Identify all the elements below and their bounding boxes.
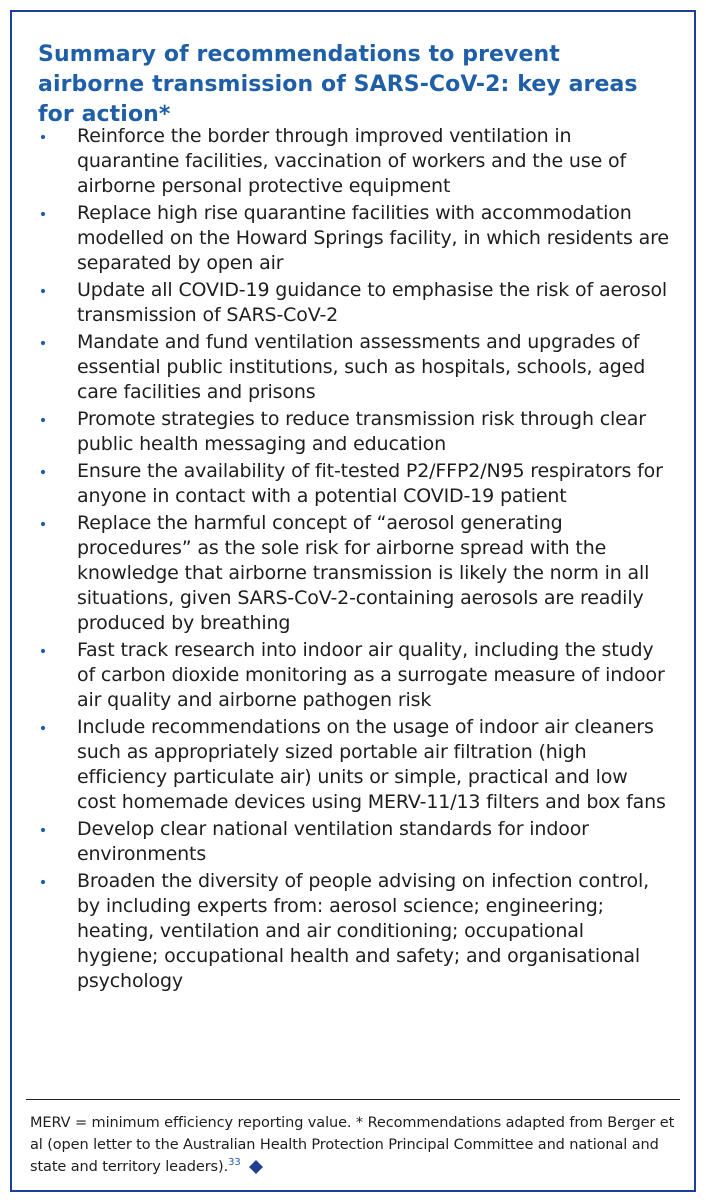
- footnote-divider: [26, 1099, 680, 1100]
- diamond-icon: [249, 1160, 263, 1174]
- bullet-dot-icon: [40, 817, 50, 842]
- recommendation-item: [40, 459, 670, 509]
- bullet-dot-icon: [40, 330, 50, 355]
- bullet-dot-icon: [40, 459, 50, 484]
- recommendation-item: [40, 869, 670, 994]
- bullet-dot-icon: [40, 124, 50, 149]
- bullet-dot-icon: [40, 869, 50, 894]
- recommendation-text: Fast track research into indoor air quality, including the study of carbon dioxide monitoring as a surrogate measure of indoor air quality and airborne pathogen risk: [77, 639, 665, 711]
- recommendations-box-content: [12, 12, 694, 1190]
- footnote-reference: 33: [228, 1157, 241, 1169]
- footnote: [30, 1112, 680, 1178]
- recommendation-item: [40, 201, 670, 276]
- footnote-text: MERV = minimum efficiency reporting value. * Recommendations adapted from Berger et al (open letter to the Australian Health Protection Principal Committee and national and state and territory leaders).: [30, 1115, 675, 1175]
- recommendation-text: Develop clear national ventilation standards for indoor environments: [77, 818, 589, 865]
- recommendation-text: Replace the harmful concept of “aerosol generating procedures” as the sole risk for airborne spread with the knowledge that airborne transmission is likely the norm in all situations, given SARS-CoV-2-containing aerosols are readily produced by breathing: [77, 512, 650, 634]
- bullet-dot-icon: [40, 407, 50, 432]
- recommendation-item: [40, 278, 670, 328]
- recommendation-text: Mandate and fund ventilation assessments and upgrades of essential public institutions, such as hospitals, schools, aged care facilities and prisons: [77, 331, 646, 403]
- recommendation-text: Include recommendations on the usage of indoor air cleaners such as appropriately sized portable air filtration (high efficiency particulate air) units or simple, practical and low cost homemade devices using MERV-11/13 filters and box fans: [77, 716, 666, 813]
- bullet-dot-icon: [40, 715, 50, 740]
- recommendation-item: [40, 330, 670, 405]
- recommendations-list: [40, 124, 670, 996]
- recommendation-item: [40, 124, 670, 199]
- recommendation-text: Reinforce the border through improved ventilation in quarantine facilities, vaccination of workers and the use of airborne personal protective equipment: [77, 125, 627, 197]
- recommendation-text: Broaden the diversity of people advising on infection control, by including experts from: aerosol science; engineering; heating, ventilation and air conditioning; occupational hygiene; occupational health and safety; and organisational psychology: [77, 870, 649, 992]
- bullet-dot-icon: [40, 201, 50, 226]
- recommendation-text: Replace high rise quarantine facilities with accommodation modelled on the Howard Springs facility, in which residents are separated by open air: [77, 202, 669, 274]
- recommendation-item: [40, 407, 670, 457]
- recommendation-item: [40, 715, 670, 815]
- recommendation-item: [40, 817, 670, 867]
- recommendation-text: Promote strategies to reduce transmission risk through clear public health messaging and education: [77, 408, 646, 455]
- recommendations-box: [10, 10, 696, 1192]
- bullet-dot-icon: [40, 278, 50, 303]
- recommendation-item: [40, 638, 670, 713]
- recommendation-text: Ensure the availability of fit-tested P2/FFP2/N95 respirators for anyone in contact with a potential COVID-19 patient: [77, 460, 663, 507]
- bullet-dot-icon: [40, 511, 50, 536]
- bullet-dot-icon: [40, 638, 50, 663]
- recommendation-text: Update all COVID-19 guidance to emphasise the risk of aerosol transmission of SARS-CoV-2: [77, 279, 668, 326]
- box-title: Summary of recommendations to prevent airborne transmission of SARS-CoV-2: key areas for action*: [38, 42, 638, 127]
- recommendation-item: [40, 511, 670, 636]
